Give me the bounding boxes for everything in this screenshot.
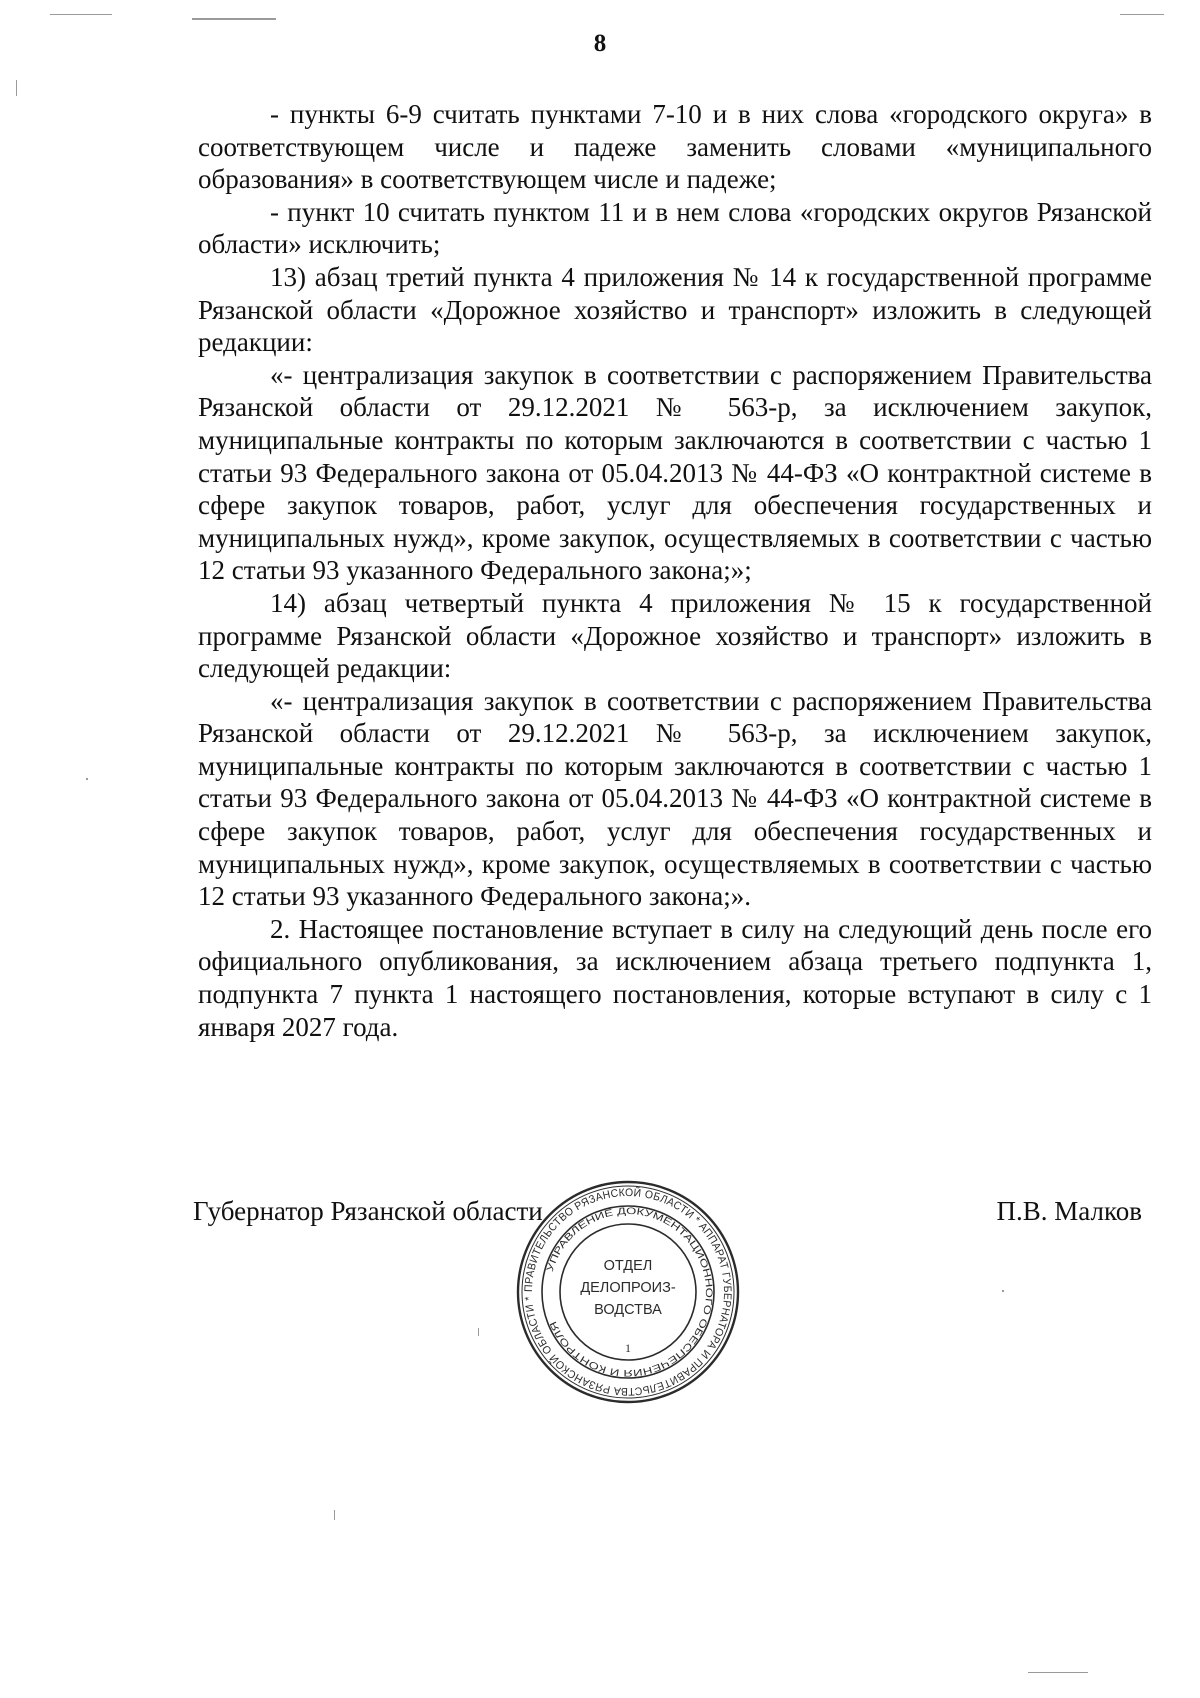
paragraph-item-10: - пункт 10 считать пунктом 11 и в нем слова «городских округов Рязанской области» исключить; [198,196,1152,260]
scan-artifact [1002,1290,1004,1292]
paragraph-subitem-14: 14) абзац четвертый пункта 4 приложения № 15 к государственной программе Рязанской области «Дорожное хозяйство и транспорт» изложить в следующей редакции: [198,587,1152,684]
paragraph-items-6-9: - пункты 6-9 считать пунктами 7-10 и в них слова «городского округа» в соответствующем числе и падеже заменить словами «муниципального образования» в соответствующем числе и падеже; [198,99,1152,195]
stamp-center-line-3: ВОДСТВА [594,1302,662,1318]
paragraph-quote-appendix-14: «- централизация закупок в соответствии с распоряжением Правительства Рязанской области от 29.12.2021 № 563-р, за исключением закупок, муниципальные контракты по которым заключаются в соответствии с частью 1 статьи 93 Федерального закона от 05.04.2013 № 44-ФЗ «О контрактной системе в сфере закупок товаров, работ, услуг для обеспечения государственных и муниципальных нужд», кроме закупок, осуществляемых в соответствии с частью 12 статьи 93 указанного Федерального закона;»; [198,359,1152,586]
paragraph-quote-appendix-15: «- централизация закупок в соответствии с распоряжением Правительства Рязанской области от 29.12.2021 № 563-р, за исключением закупок, муниципальные контракты по которым заключаются в соответствии с частью 1 статьи 93 Федерального закона от 05.04.2013 № 44-ФЗ «О контрактной системе в сфере закупок товаров, работ, услуг для обеспечения государственных и муниципальных нужд», кроме закупок, осуществляемых в соответствии с частью 12 статьи 93 указанного Федерального закона;». [198,685,1152,912]
scan-artifact [16,80,17,96]
scan-artifact [1028,1672,1088,1673]
official-stamp [514,1178,742,1406]
paragraph-subitem-13: 13) абзац третий пункта 4 приложения № 14 к государственной программе Рязанской области «Дорожное хозяйство и транспорт» изложить в следующей редакции: [198,261,1152,358]
stamp-outer-ring-text: ПРАВИТЕЛЬСТВО РЯЗАНСКОЙ ОБЛАСТИ * АППАРАТ ГУБЕРНАТОРА И ПРАВИТЕЛЬСТВА РЯЗАНСКОЙ ОБЛАСТИ * [522,1186,734,1398]
paragraph-effective-date: 2. Настоящее постановление вступает в силу на следующий день после его официального опубликования, за исключением абзаца третьего подпункта 1, подпункта 7 пункта 1 настоящего постановления, которые вступают в силу с 1 января 2027 года. [198,913,1152,1042]
scan-artifact [50,14,112,15]
stamp-inner-ring-text: УПРАВЛЕНИЕ ДОКУМЕНТАЦИОННОГО ОБЕСПЕЧЕНИЯ И КОНТРОЛЯ [544,1205,715,1379]
scan-artifact [1120,14,1164,15]
page-number: 8 [593,30,607,57]
scan-artifact [192,18,276,20]
stamp-center-line-1: ОТДЕЛ [603,1258,653,1274]
scan-artifact [334,1510,335,1520]
signatory-title: Губернатор Рязанской области [193,1196,543,1226]
scan-artifact [478,1328,479,1336]
document-body [198,98,1152,1043]
stamp-number: 1 [625,1341,631,1355]
stamp-center-line-2: ДЕЛОПРОИЗ- [580,1280,676,1296]
scan-artifact [86,778,88,780]
signatory-name: П.В. Малков [996,1196,1142,1226]
